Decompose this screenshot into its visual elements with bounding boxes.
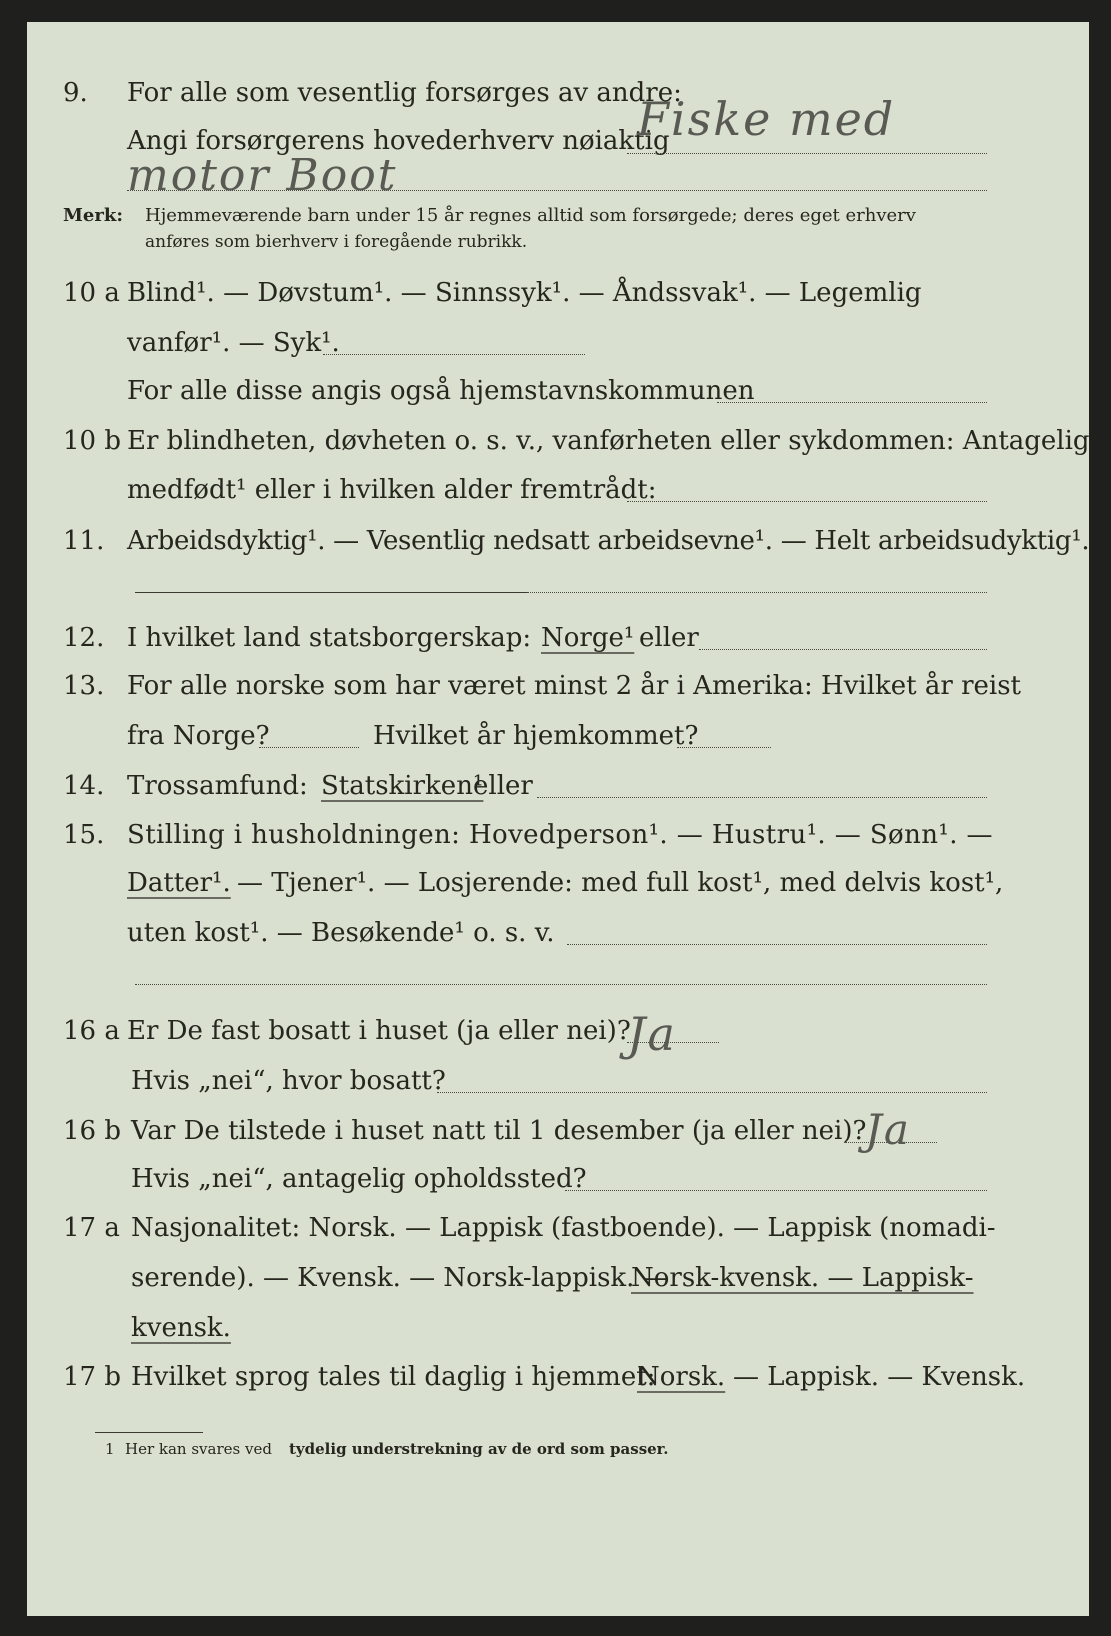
question-text: For alle disse angis også hjemstavnskommunen [127, 376, 755, 406]
question-number: 15. [63, 820, 105, 850]
option-norsk-kvensk[interactable]: Norsk-kvensk. — Lappisk- [631, 1263, 974, 1293]
question-number: 17 b [63, 1362, 121, 1392]
question-number: 9. [63, 78, 88, 108]
answer-line[interactable] [323, 354, 585, 355]
question-text: Hvilket år hjemkommet? [373, 721, 699, 751]
question-number: 13. [63, 671, 105, 701]
footnote-bold-text: tydelig understrekning av de ord som passer. [289, 1440, 669, 1458]
note-label: Merk: [63, 205, 123, 226]
question-text: Arbeidsdyktig¹. — Vesentlig nedsatt arbeidsevne¹. — Helt arbeidsudyktig¹. [127, 526, 1090, 556]
footnote-separator [95, 1432, 203, 1433]
separator-line [135, 592, 527, 593]
question-number: 10 a [63, 278, 120, 308]
answer-line[interactable] [627, 153, 987, 154]
answer-line[interactable] [565, 1190, 987, 1191]
question-text: Trossamfund: [127, 771, 308, 801]
question-text: — Tjener¹. — Losjerende: med full kost¹, med delvis kost¹, [237, 868, 1004, 898]
answer-line[interactable] [627, 501, 987, 502]
answer-line[interactable] [677, 747, 771, 748]
option-norge[interactable]: Norge¹ [541, 623, 635, 653]
question-text: Stilling i husholdningen: Hovedperson¹. — Hustru¹. — Sønn¹. — [127, 820, 993, 850]
handwritten-answer: Ja [627, 1007, 677, 1061]
question-text: Angi forsørgerens hovederhverv nøiaktig [127, 126, 670, 156]
question-text: Hvis „nei“, hvor bosatt? [131, 1066, 446, 1096]
answer-line[interactable] [135, 984, 987, 985]
answer-line[interactable] [699, 649, 987, 650]
answer-line[interactable] [567, 944, 987, 945]
question-number: 11. [63, 526, 105, 556]
handwritten-answer: Ja [865, 1105, 911, 1154]
question-text: Blind¹. — Døvstum¹. — Sinnssyk¹. — Åndssvak¹. — Legemlig [127, 278, 922, 308]
question-number: 16 a [63, 1016, 120, 1046]
question-text: For alle som vesentlig forsørges av andre: [127, 78, 682, 108]
option-lappisk-kvensk[interactable]: kvensk. [131, 1313, 231, 1343]
footnote-text: Her kan svares ved [125, 1440, 272, 1458]
answer-line[interactable] [259, 747, 359, 748]
question-number: 12. [63, 623, 105, 653]
question-number: 14. [63, 771, 105, 801]
question-text: Hvilket sprog tales til daglig i hjemmet: [131, 1362, 656, 1392]
question-text: Er blindheten, døvheten o. s. v., vanførheten eller sykdommen: Antagelig [127, 426, 1090, 456]
answer-line[interactable] [437, 1092, 987, 1093]
question-text: vanfør¹. — Syk¹. [127, 328, 340, 358]
answer-line[interactable] [717, 402, 987, 403]
answer-line[interactable] [127, 190, 987, 191]
question-text: Hvis „nei“, antagelig opholdssted? [131, 1164, 587, 1194]
note [63, 204, 123, 228]
question-number: 16 b [63, 1116, 121, 1146]
option-datter[interactable]: Datter¹. [127, 868, 231, 898]
answer-line[interactable] [537, 797, 987, 798]
answer-line[interactable] [527, 592, 987, 593]
option-norsk[interactable]: Norsk. [637, 1362, 726, 1392]
footnote-mark: 1 [105, 1440, 115, 1458]
question-text: For alle norske som har været minst 2 år i Amerika: Hvilket år reist [127, 671, 1021, 701]
question-text: eller [639, 623, 699, 653]
question-number: 10 b [63, 426, 121, 456]
question-text: Er De fast bosatt i huset (ja eller nei)? [127, 1016, 631, 1046]
question-text: fra Norge? [127, 721, 270, 751]
question-text: eller [473, 771, 533, 801]
option-statskirken[interactable]: Statskirken¹ [321, 771, 484, 801]
question-text: uten kost¹. — Besøkende¹ o. s. v. [127, 918, 555, 948]
question-text: Var De tilstede i huset natt til 1 desember (ja eller nei)? [131, 1116, 867, 1146]
question-text: I hvilket land statsborgerskap: [127, 623, 532, 653]
question-text: serende). — Kvensk. — Norsk-lappisk. — [131, 1263, 669, 1293]
question-number: 17 a [63, 1213, 120, 1243]
note-text: Hjemmeværende barn under 15 år regnes alltid som forsørgede; deres eget erhverv [145, 205, 916, 226]
question-text: medfødt¹ eller i hvilken alder fremtrådt: [127, 475, 657, 505]
note-text: anføres som bierhverv i foregående rubrikk. [145, 232, 528, 252]
handwritten-answer: motor Boot [127, 150, 398, 201]
handwritten-answer: Fiske med [637, 92, 896, 146]
question-text: Nasjonalitet: Norsk. — Lappisk (fastboende). — Lappisk (nomadi- [131, 1213, 996, 1243]
census-form-page [27, 22, 1089, 1616]
question-text: — Lappisk. — Kvensk. [733, 1362, 1026, 1392]
